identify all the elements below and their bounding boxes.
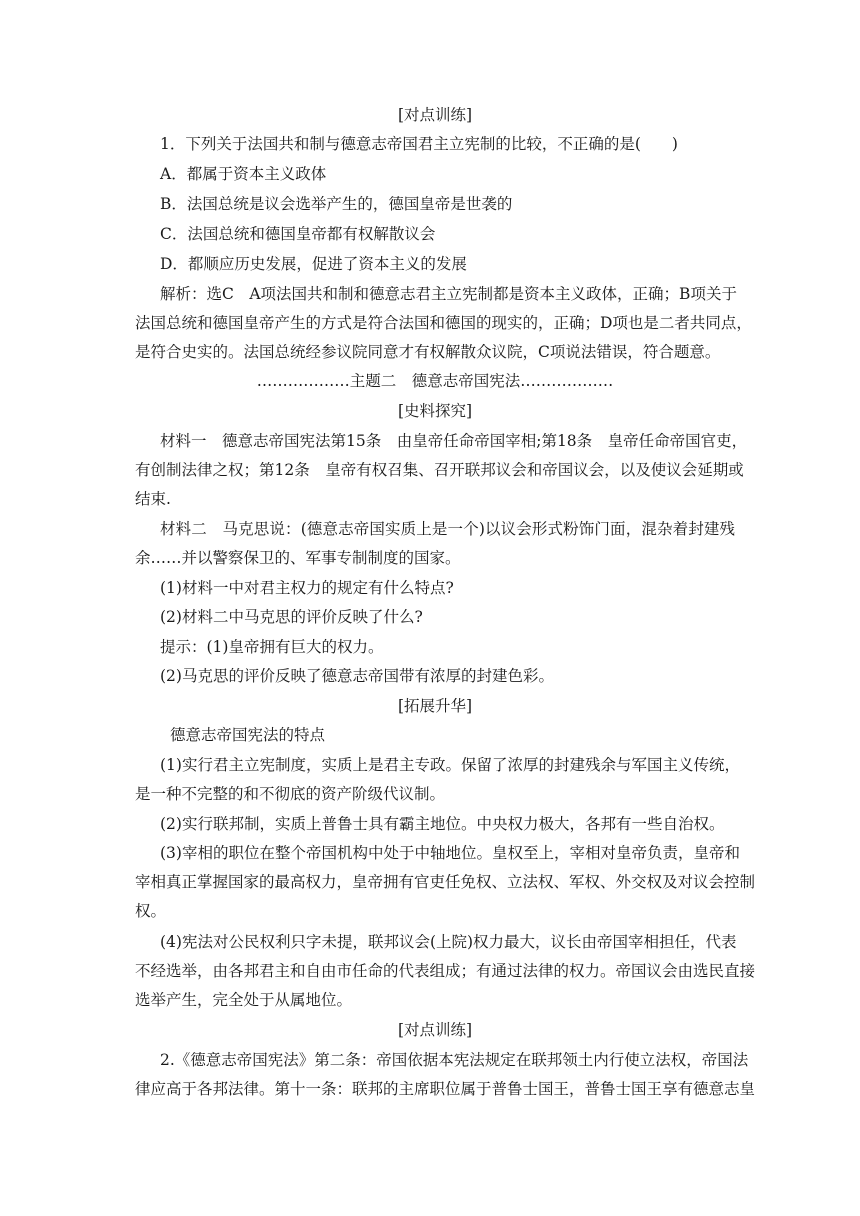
feature-3-line: 权。 — [135, 902, 167, 920]
feature-4-line: 不经选举，由各邦君主和自由市任命的代表组成；有通过法律的权力。帝国议会由选民直接 — [135, 962, 756, 980]
question-1-option-c: C．法国总统和德国皇帝都有权解散议会 — [160, 225, 436, 243]
question-1-option-d: D．都顺应历史发展，促进了资本主义的发展 — [160, 255, 467, 273]
features-title: 德意志帝国宪法的特点 — [170, 726, 326, 744]
section-heading-training-2: [对点训练] — [397, 1021, 473, 1039]
feature-1-line: 是一种不完整的和不彻底的资产阶级代议制。 — [135, 785, 446, 803]
material-2-line: 材料二 马克思说：(德意志帝国实质上是一个)以议会形式粉饰门面，混杂着封建残 — [160, 520, 735, 538]
sub-question-2: (2)材料二中马克思的评价反映了什么? — [160, 608, 423, 626]
feature-3-line: 宰相真正掌握国家的最高权力，皇帝拥有官吏任免权、立法权、军权、外交权及对议会控制 — [135, 873, 756, 891]
section-heading-expand: [拓展升华] — [397, 697, 473, 715]
material-1-line: 结束. — [135, 490, 171, 508]
material-1-line: 材料一 德意志帝国宪法第15条 由皇帝任命帝国宰相;第18条 皇帝任命帝国官吏， — [160, 432, 748, 450]
question-2-line: 律应高于各邦法律。第十一条：联邦的主席职位属于普鲁士国王，普鲁士国王享有德意志皇 — [135, 1080, 756, 1098]
feature-4-line: 选举产生，完全处于从属地位。 — [135, 991, 353, 1009]
question-1-option-a: A．都属于资本主义政体 — [160, 165, 327, 183]
feature-1-line: (1)实行君主立宪制度，实质上是君主专政。保留了浓厚的封建残余与军国主义传统， — [160, 756, 740, 774]
question-1-stem: 1．下列关于法国共和制与德意志帝国君主立宪制的比较，不正确的是( ) — [160, 135, 678, 153]
material-2-line: 余……并以警察保卫的、军事专制制度的国家。 — [135, 549, 461, 567]
hint-2: (2)马克思的评价反映了德意志帝国带有浓厚的封建色彩。 — [160, 667, 554, 685]
feature-4-line: (4)宪法对公民权利只字未提，联邦议会(上院)权力最大，议长由帝国宰相担任，代表 — [160, 933, 737, 951]
question-1-analysis-line: 法国总统和德国皇帝产生的方式是符合法国和德国的现实的，正确；D项也是二者共同点， — [135, 314, 752, 332]
question-1-option-b: B．法国总统是议会选举产生的，德国皇帝是世袭的 — [160, 195, 513, 213]
question-1-analysis-line: 是符合史实的。法国总统经参议院同意才有权解散众议院，C项说法错误，符合题意。 — [135, 343, 721, 361]
feature-2-line: (2)实行联邦制，实质上普鲁士具有霸主地位。中央权力极大，各邦有一些自治权。 — [160, 815, 725, 833]
material-1-line: 有创制法律之权；第12条 皇帝有权召集、召开联邦议会和帝国议会，以及使议会延期或 — [135, 461, 744, 479]
topic-2-title: ………………主题二 德意志帝国宪法……………… — [256, 372, 614, 390]
sub-question-1: (1)材料一中对君主权力的规定有什么特点? — [160, 579, 454, 597]
question-2-line: 2.《德意志帝国宪法》第二条：帝国依据本宪法规定在联邦领土内行使立法权，帝国法 — [160, 1051, 749, 1069]
section-heading-explore: [史料探究] — [397, 402, 473, 420]
section-heading-training-1: [对点训练] — [397, 106, 473, 124]
question-1-analysis-line: 解析：选C A项法国共和制和德意志君主立宪制都是资本主义政体，正确；B项关于 — [160, 285, 737, 303]
hint-1: 提示：(1)皇帝拥有巨大的权力。 — [160, 638, 384, 656]
feature-3-line: (3)宰相的职位在整个帝国机构中处于中轴地位。皇权至上，宰相对皇帝负责，皇帝和 — [160, 844, 740, 862]
